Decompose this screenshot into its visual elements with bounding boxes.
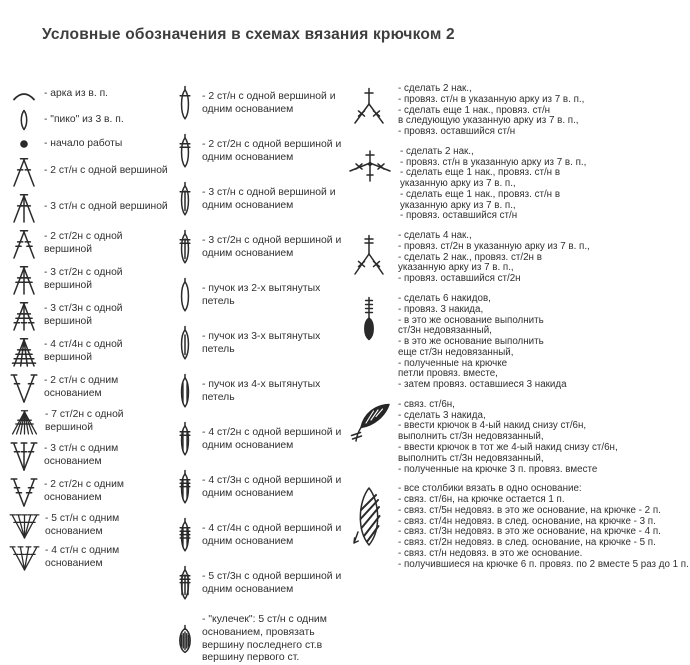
legend-item <box>10 337 172 367</box>
description-line: - связ. ст/4н недовяз. в след. основание, на крючке - 3 п. <box>398 515 656 527</box>
legend-item-label: - 3 ст/2н с одной вершиной <box>44 267 123 291</box>
description-line: - связ. ст/6н, на крючке остается 1 п. <box>398 494 565 506</box>
legend-item-label: - 7 ст/2н с одной вершиной <box>45 409 124 433</box>
picot-icon <box>10 108 38 132</box>
legend-item-label: - 3 ст/н с одним основанием <box>44 443 119 467</box>
description-line: в следующую указанную арку из 7 в. п., <box>398 115 579 127</box>
lens-2-1-icon <box>174 86 196 122</box>
lens-4-4-icon <box>174 518 196 554</box>
legend-item <box>346 231 688 285</box>
cluster-top-2-1-icon <box>10 157 38 187</box>
cluster-top-2-2-icon <box>10 229 38 259</box>
branch-two-arches-icon <box>346 84 392 128</box>
legend-item-description <box>398 294 567 391</box>
fan-base-4-1-icon <box>10 545 39 571</box>
description-line: - провяз. оставшийся ст/н <box>400 210 518 222</box>
description-line: еще ст/3н недовязанный, <box>398 346 514 358</box>
legend-item <box>10 301 172 331</box>
description-line: выполнить ст/3н недовязанный, <box>398 452 544 464</box>
cluster-top-3-3-icon <box>10 301 38 331</box>
description-line: - сделать 6 накидов, <box>398 293 491 305</box>
description-line: указанную арку из 7 в. п., <box>398 262 514 274</box>
legend-item-label: - 2 ст/2н с одной вершиной <box>44 231 123 255</box>
description-line: - все столбики вязать в одно основание: <box>398 483 582 495</box>
legend-item <box>346 147 688 222</box>
legend-item-label: - 2 ст/2н с одной вершиной и одним основанием <box>202 139 342 163</box>
cluster-base-3-1-icon <box>10 441 38 471</box>
description-line: - сделать еще 1 нак., провяз. ст/н в <box>400 167 561 179</box>
legend-item-description <box>398 231 590 285</box>
description-line: - провяз. 3 накида, <box>398 303 484 315</box>
puff-4-icon <box>174 374 196 410</box>
legend-item <box>10 157 172 187</box>
lens-4-2-icon <box>174 422 196 458</box>
legend-item <box>174 374 344 410</box>
description-line: - связ. ст/н недовяз. в это же основание. <box>398 547 583 559</box>
legend-item <box>174 278 344 314</box>
legend-item <box>174 566 344 602</box>
legend-column-middle <box>174 86 344 665</box>
lens-2-2-icon <box>174 134 196 170</box>
description-line: указанную арку из 7 в. п., <box>400 178 516 190</box>
legend-item <box>10 265 172 295</box>
branch-two-arches-tall-icon <box>346 231 392 279</box>
legend-item-description <box>400 147 586 222</box>
legend-item-label: - 3 ст/3н с одной вершиной <box>44 303 123 327</box>
legend-column-left <box>10 86 172 571</box>
bud-six-yo-icon <box>346 294 392 342</box>
lens-5-3-icon <box>174 566 196 602</box>
description-line: - связ. ст/2н недовяз. в след. основание, на крючке - 5 п. <box>398 537 656 549</box>
description-line: - полученные на крючке <box>398 357 508 369</box>
page-title: Условные обозначения в схемах вязания крючком 2 <box>42 26 455 43</box>
legend-item-label: - 5 ст/н с одним основанием <box>45 513 120 537</box>
description-line: - сделать 2 нак., провяз. ст/2н в <box>398 251 542 263</box>
legend-item <box>346 484 688 570</box>
legend-item-label: - 5 ст/3н с одной вершиной и одним основанием <box>202 571 342 595</box>
legend-item <box>10 441 172 471</box>
leaf-decrease-icon <box>346 484 392 548</box>
legend-item <box>174 422 344 458</box>
puff-3-icon <box>174 326 196 362</box>
legend-item-label: - 2 ст/н с одним основанием <box>44 375 119 399</box>
lens-4-3-icon <box>174 470 196 506</box>
description-line: - провяз. оставшийся ст/2н <box>398 273 521 285</box>
legend-item-label: - 3 ст/2н с одной вершиной и одним основанием <box>202 235 342 259</box>
description-line: указанную арку из 7 в. п., <box>400 199 516 211</box>
description-line: - сделать 4 нак., <box>398 230 472 242</box>
description-line: - сделать 3 накида, <box>398 409 486 421</box>
legend-item <box>174 230 344 266</box>
legend-item <box>10 409 172 435</box>
legend-item-label: - 3 ст/н с одной вершиной <box>44 201 168 213</box>
legend-item-label: - 4 ст/3н с одной вершиной и одним основанием <box>202 475 342 499</box>
description-line: - сделать 2 нак., <box>400 145 474 157</box>
legend-item <box>10 477 172 507</box>
legend-item <box>10 193 172 223</box>
description-line: - провяз. ст/2н в указанную арку из 7 в. п., <box>398 240 590 252</box>
legend-item <box>10 229 172 259</box>
legend-item <box>174 326 344 362</box>
legend-item <box>346 294 688 391</box>
legend-item-description <box>398 484 689 570</box>
lens-3-1-icon <box>174 182 196 218</box>
description-line: - провяз. ст/н в указанную арку из 7 в. п., <box>398 93 585 105</box>
legend-item-label: - 4 ст/н с одним основанием <box>45 545 120 569</box>
description-line: - провяз. оставшийся ст/н <box>398 126 516 138</box>
description-line: - ввести крючок в 4-ый накид снизу ст/6н, <box>398 420 587 432</box>
legend-item <box>174 614 344 665</box>
kulechek-icon <box>174 625 196 655</box>
description-line: - сделать еще 1 нак., провяз. ст/н <box>398 104 551 116</box>
legend-item <box>10 373 172 403</box>
legend-column-right <box>346 84 688 570</box>
legend-item-description <box>398 84 584 138</box>
legend-item <box>346 400 688 475</box>
description-line: - полученные на крючке 3 п. провяз. вместе <box>398 463 598 475</box>
legend-item-label: - 4 ст/4н с одной вершиной и одним основанием <box>202 523 342 547</box>
cluster-top-3-2-icon <box>10 265 38 295</box>
description-line: - получившиеся на крючке 6 п. провяз. по 2 вместе 5 раз до 1 п. <box>398 558 689 570</box>
description-line: - связ. ст/5н недовяз. в это же основание, на крючке - 2 п. <box>398 504 661 516</box>
fan-base-5-1-icon <box>10 513 39 539</box>
puff-2-icon <box>174 278 196 314</box>
legend-item <box>10 108 172 132</box>
description-line: - сделать 2 нак., <box>398 83 472 94</box>
arc-icon <box>10 86 38 102</box>
description-line: петли провяз. вместе, <box>398 368 498 380</box>
legend-item <box>10 545 172 571</box>
legend-item-label: - начало работы <box>44 138 123 149</box>
branch-three-arches-icon <box>346 147 394 187</box>
legend-item <box>10 138 172 151</box>
description-line: - провяз. ст/н в указанную арку из 7 в. п., <box>400 156 587 168</box>
cluster-top-3-1-icon <box>10 193 38 223</box>
cluster-base-2-2-icon <box>10 477 38 507</box>
legend-item-description <box>398 400 618 475</box>
description-line: - ввести крючок в тот же 4-ый накид снизу ст/6н, <box>398 441 618 453</box>
legend-item <box>174 470 344 506</box>
lens-3-2-icon <box>174 230 196 266</box>
legend-item <box>10 513 172 539</box>
legend-item-label: - "пико" из 3 в. п. <box>44 113 124 125</box>
leaf-offset-icon <box>346 400 392 442</box>
cluster-base-2-1-icon <box>10 373 38 403</box>
legend-item <box>174 182 344 218</box>
legend-item <box>174 134 344 170</box>
description-line: - в это же основание выполнить <box>398 314 544 326</box>
legend-item <box>174 86 344 122</box>
legend-item-label: - 2 ст/н с одной вершиной <box>44 165 168 177</box>
cluster-top-4-4-icon <box>10 337 38 367</box>
legend-item-label: - пучок из 4-х вытянутых петель <box>202 379 321 403</box>
description-line: - связ. ст/6н, <box>398 398 455 410</box>
legend-item-label: - пучок из 2-х вытянутых петель <box>202 283 321 307</box>
legend-item-label: - пучок из 3-х вытянутых петель <box>202 331 321 355</box>
legend-item <box>10 86 172 102</box>
description-line: - сделать еще 1 нак., провяз. ст/н в <box>400 188 561 200</box>
legend-item-label: - 4 ст/2н с одной вершиной и одним основанием <box>202 427 342 451</box>
legend-item-label: - 3 ст/н с одной вершиной и одним основанием <box>202 187 336 211</box>
legend-item <box>346 84 688 138</box>
description-line: - связ. ст/3н недовяз. в это же основание, на крючке - 4 п. <box>398 526 661 538</box>
legend-item-label: - 4 ст/4н с одной вершиной <box>44 339 123 363</box>
description-line: - затем провяз. оставшиеся 3 накида <box>398 379 567 391</box>
legend-item-label: - арка из в. п. <box>44 87 109 99</box>
description-line: выполнить ст/3н недовязанный, <box>398 431 544 443</box>
legend-item-label: - "кулечек": 5 ст/н с одним основанием, провязать вершину последнего ст.в вершину первого ст. <box>202 614 327 664</box>
start-dot-icon <box>10 138 38 150</box>
legend-item-label: - 2 ст/н с одной вершиной и одним основанием <box>202 91 336 115</box>
description-line: - в это же основание выполнить <box>398 336 544 348</box>
fan-top-7-2-icon <box>10 409 39 435</box>
legend-item <box>174 518 344 554</box>
legend-item-label: - 2 ст/2н с одним основанием <box>44 479 124 503</box>
description-line: ст/3н недовязанный, <box>398 325 492 337</box>
